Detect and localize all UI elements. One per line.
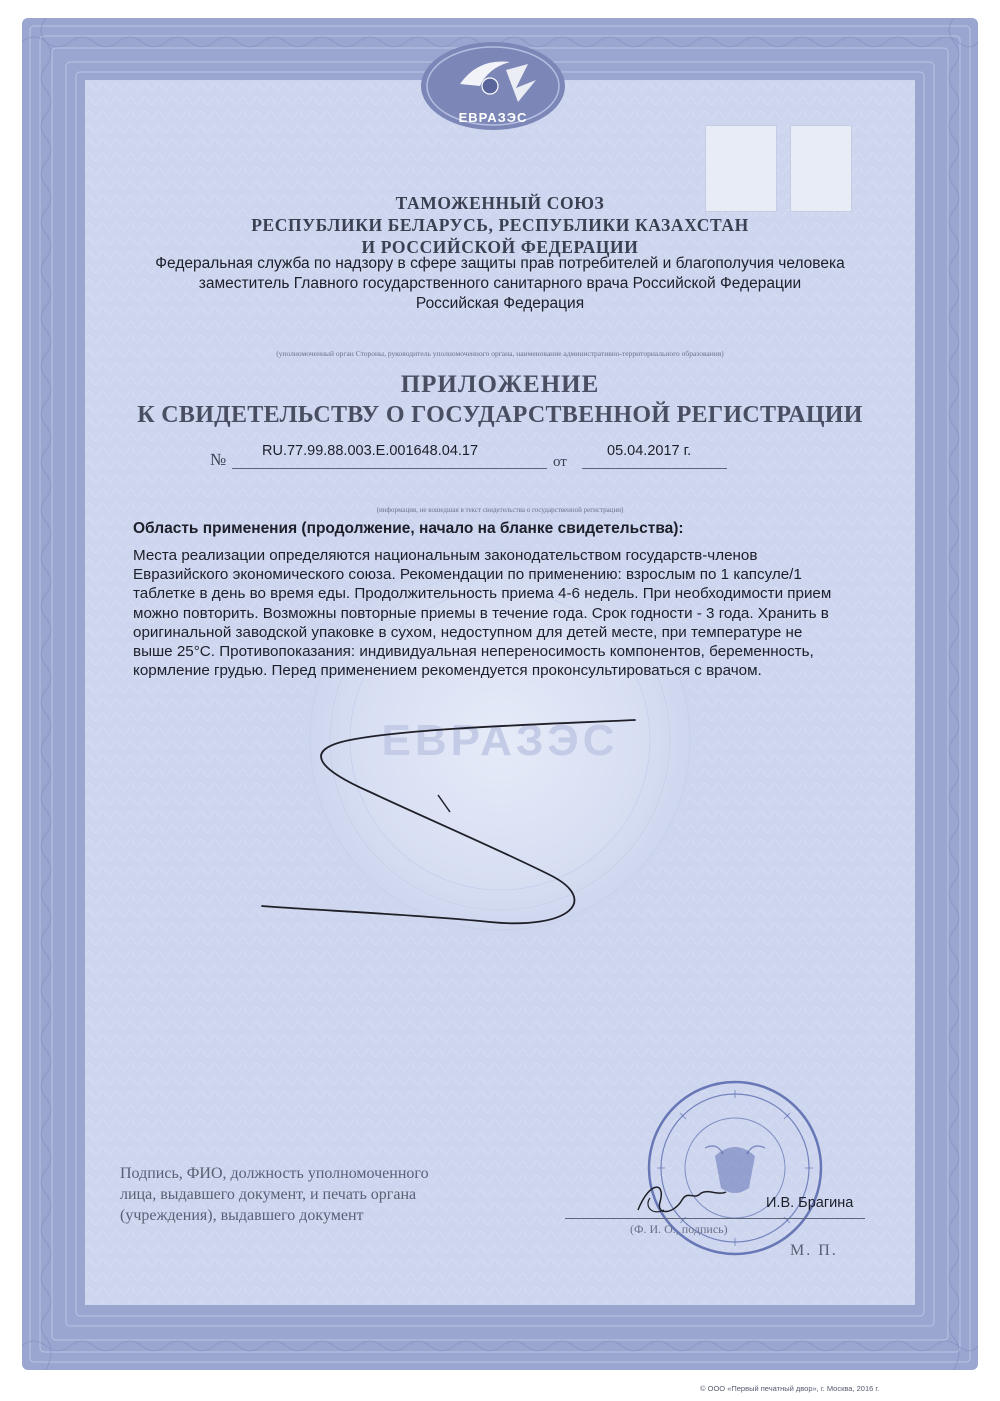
- scope-line: выше 25°С. Противопоказания: индивидуальная непереносимость компонентов, беременность,: [133, 643, 814, 661]
- scope-line: таблетке в день во время еды. Продолжительность приема 4-6 недель. При необходимости прием: [133, 585, 832, 603]
- number-label: №: [210, 450, 227, 469]
- signature-caption-line: лица, выдавшего документ, и печать органа: [120, 1186, 417, 1203]
- scope-heading: Область применения (продолжение, начало на бланке свидетельства):: [133, 520, 684, 537]
- signature-caption: [120, 1163, 545, 1226]
- document-title-line1: ПРИЛОЖЕНИЕ: [400, 371, 600, 398]
- printer-footer: © ООО «Первый печатный двор», г. Москва, 2016 г.: [700, 1384, 880, 1393]
- customs-union-title: [100, 192, 900, 258]
- registration-number: RU.77.99.88.003.E.001648.04.17: [262, 443, 479, 459]
- eurasec-logo: [418, 40, 568, 132]
- number-underline: [232, 468, 547, 469]
- watermark-logo: ЕВРАЗЭС: [381, 716, 619, 765]
- scope-text: [133, 546, 868, 680]
- date-underline: [582, 468, 727, 469]
- agency-line: заместитель Главного государственного санитарного врача Российской Федерации: [198, 275, 802, 292]
- signature-caption-line: Подпись, ФИО, должность уполномоченного: [120, 1165, 429, 1182]
- authority-caption: (уполномоченный орган Стороны, руководитель уполномоченного органа, наименование административно-территориального образования): [276, 349, 724, 358]
- scope-line: Евразийского экономического союза. Рекомендации по применению: взрослым по 1 капсуле/1: [133, 566, 802, 584]
- registration-date: 05.04.2017 г.: [607, 443, 692, 459]
- agency-line: Российская Федерация: [415, 295, 585, 312]
- signature-stroke: [250, 700, 670, 940]
- union-line: И РОССИЙСКОЙ ФЕДЕРАЦИИ: [361, 237, 639, 257]
- agency-line: Федеральная служба по надзору в сфере защиты прав потребителей и благополучия человека: [155, 255, 845, 272]
- union-line: ТАМОЖЕННЫЙ СОЮЗ: [395, 193, 605, 213]
- scope-line: оригинальной заводской упаковке в сухом, недоступном для детей месте, при температуре не: [133, 623, 803, 641]
- fio-caption: (Ф. И. О., подпись): [630, 1222, 728, 1236]
- logo-text: ЕВРАЗЭС: [458, 110, 528, 125]
- scope-line: кормление грудью. Перед применением рекомендуется проконсультироваться с врачом.: [133, 662, 762, 680]
- scope-line: можно повторить. Возможны повторные приемы в течение года. Срок годности - 3 года. Хранить в: [133, 604, 829, 622]
- signer-underline: [565, 1218, 865, 1219]
- info-caption: (информация, не вошедшая в текст свидетельства о государственной регистрации): [376, 506, 624, 514]
- stamp-place-label: М. П.: [790, 1242, 838, 1259]
- scope-line: Места реализации определяются национальным законодательством государств-членов: [133, 547, 758, 564]
- signer-signature: [630, 1170, 730, 1230]
- union-line: РЕСПУБЛИКИ БЕЛАРУСЬ, РЕСПУБЛИКИ КАЗАХСТАН: [251, 215, 749, 235]
- from-label: от: [553, 454, 567, 470]
- agency-block: [100, 254, 900, 314]
- document-title-line2: К СВИДЕТЕЛЬСТВУ О ГОСУДАРСТВЕННОЙ РЕГИСТРАЦИИ: [137, 402, 863, 428]
- signer-name: И.В. Брагина: [766, 1195, 854, 1211]
- signature-caption-line: (учреждения), выдавшего документ: [120, 1207, 364, 1224]
- document-title: [100, 370, 900, 430]
